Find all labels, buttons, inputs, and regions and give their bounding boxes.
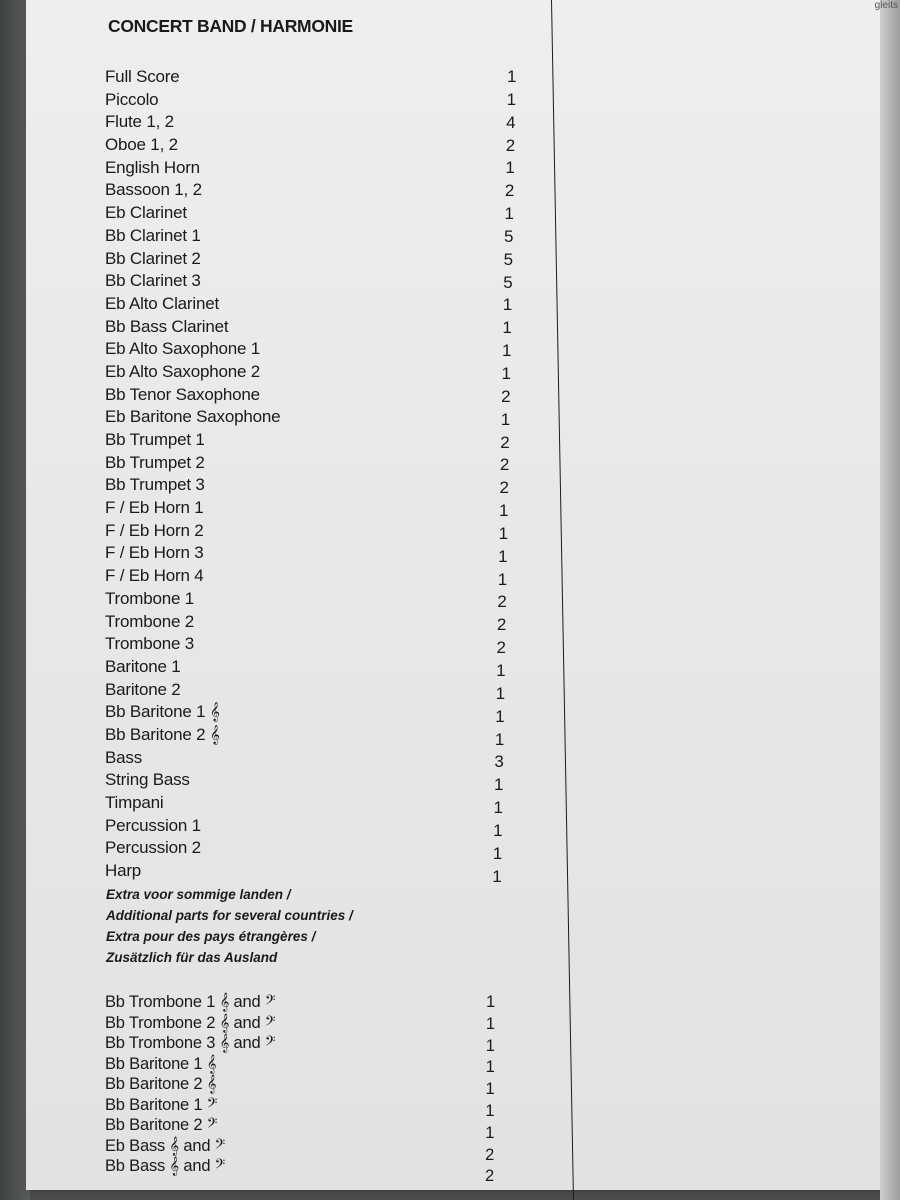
edge-text: gleits	[874, 0, 898, 11]
part-quantity: 2	[505, 135, 515, 155]
part-row	[105, 1054, 495, 1077]
part-name: Eb Alto Clarinet	[105, 293, 219, 313]
extra-parts-note	[106, 884, 353, 968]
part-quantity: 2	[499, 455, 510, 475]
part-row	[105, 179, 515, 202]
part-name: Eb Baritone Saxophone	[105, 407, 281, 427]
part-name: String Bass	[105, 770, 190, 790]
part-quantity: 1	[495, 706, 505, 726]
part-row	[105, 66, 517, 89]
part-quantity: 2	[496, 638, 506, 658]
part-name: Bb Trombone 2 𝄞 and 𝄢	[105, 1013, 276, 1032]
note-line: Extra voor sommige landen /	[106, 887, 291, 902]
part-quantity: 1	[485, 1123, 495, 1142]
part-quantity: 1	[485, 1080, 495, 1099]
part-row	[105, 1115, 495, 1142]
part-row	[105, 701, 505, 726]
part-name: Bb Clarinet 2	[105, 248, 201, 268]
part-quantity: 1	[506, 89, 516, 109]
part-name: Bb Trumpet 2	[105, 452, 205, 472]
part-name: F / Eb Horn 3	[105, 543, 204, 563]
part-name: Bb Baritone 1 𝄞	[105, 1054, 217, 1073]
part-name: Full Score	[105, 67, 180, 86]
part-name: Bb Clarinet 3	[105, 271, 201, 291]
part-quantity: 1	[493, 775, 504, 795]
part-quantity: 5	[503, 249, 513, 269]
part-row	[105, 497, 509, 521]
part-name: Eb Alto Saxophone 2	[105, 361, 260, 381]
part-name: Bb Baritone 2 𝄞	[105, 1075, 217, 1093]
part-quantity: 1	[504, 204, 514, 224]
part-quantity: 2	[497, 592, 507, 612]
part-name: Bb Baritone 2 𝄢	[105, 1116, 218, 1134]
part-name: Baritone 1	[105, 656, 181, 676]
part-row	[105, 679, 505, 703]
part-name: Bb Bass Clarinet	[105, 316, 229, 336]
part-quantity: 4	[506, 112, 516, 132]
part-row	[105, 1013, 495, 1034]
part-quantity: 2	[504, 181, 515, 201]
part-quantity: 2	[499, 478, 509, 498]
part-quantity: 1	[485, 1036, 495, 1055]
adjacent-page-edge	[874, 0, 900, 1200]
part-quantity: 1	[493, 798, 503, 818]
part-name: Bb Baritone 1 𝄢	[105, 1095, 218, 1114]
part-quantity: 1	[501, 364, 511, 384]
part-name: English Horn	[105, 157, 200, 177]
part-quantity: 1	[494, 729, 505, 749]
part-name: F / Eb Horn 1	[105, 498, 204, 518]
part-name: Timpani	[105, 793, 164, 812]
part-row	[105, 837, 502, 863]
part-name: Bb Trombone 3 𝄞 and 𝄢	[105, 1034, 276, 1052]
part-quantity: 1	[502, 318, 512, 338]
page-heading: CONCERT BAND / HARMONIE	[108, 16, 353, 36]
part-name: Percussion 1	[105, 815, 201, 835]
part-quantity: 1	[498, 523, 508, 543]
part-row	[105, 429, 510, 452]
part-row	[105, 361, 511, 384]
part-name: Trombone 3	[105, 634, 195, 654]
part-row	[105, 815, 503, 840]
part-quantity: 1	[485, 1058, 495, 1077]
part-name: Baritone 2	[105, 679, 181, 699]
part-quantity: 1	[496, 661, 506, 681]
part-row	[105, 452, 510, 475]
part-quantity: 1	[492, 843, 502, 863]
part-row	[105, 111, 516, 134]
part-quantity: 1	[505, 158, 515, 178]
part-row	[105, 134, 515, 157]
part-row	[105, 1074, 495, 1099]
part-quantity: 1	[485, 1102, 495, 1120]
part-name: Bb Clarinet 1	[105, 225, 201, 245]
part-name: Eb Clarinet	[105, 203, 187, 223]
part-row	[105, 202, 514, 225]
part-name: Bb Tenor Saxophone	[105, 384, 260, 404]
part-name: Oboe 1, 2	[105, 135, 178, 155]
part-row	[105, 293, 513, 316]
part-row	[105, 724, 505, 749]
part-quantity: 1	[500, 409, 510, 429]
part-row	[105, 565, 508, 589]
part-name: Bb Bass 𝄞 and 𝄢	[105, 1157, 226, 1175]
part-quantity: 1	[497, 569, 508, 589]
part-row	[105, 588, 507, 612]
part-name: Piccolo	[105, 89, 159, 109]
part-name: Bassoon 1, 2	[105, 180, 202, 200]
extra-parts-list	[105, 992, 495, 1186]
part-name: Eb Bass 𝄞 and 𝄢	[105, 1136, 226, 1155]
part-quantity: 1	[485, 1014, 495, 1033]
part-name: Bb Baritone 1 𝄞	[105, 702, 220, 722]
part-quantity: 1	[502, 295, 513, 315]
part-row	[105, 792, 503, 818]
part-quantity: 1	[492, 866, 502, 886]
part-name: Harp	[105, 861, 142, 881]
part-quantity: 1	[499, 501, 509, 521]
part-row	[105, 316, 512, 339]
part-row	[105, 248, 513, 271]
part-row	[105, 1033, 495, 1055]
part-row	[105, 384, 511, 407]
part-name: Bb Trumpet 3	[105, 475, 205, 495]
part-row	[105, 611, 507, 635]
part-row	[105, 1136, 495, 1164]
part-row	[105, 270, 513, 293]
note-line: Additional parts for several countries /	[106, 908, 353, 923]
part-name: F / Eb Horn 4	[105, 566, 204, 586]
part-quantity: 5	[504, 226, 514, 246]
part-quantity: 2	[485, 1167, 495, 1186]
part-row	[105, 656, 506, 681]
part-row	[105, 1095, 495, 1120]
part-name: F / Eb Horn 2	[105, 520, 204, 540]
part-row	[105, 157, 515, 180]
part-name: Flute 1, 2	[105, 112, 174, 132]
part-row	[105, 225, 514, 248]
part-quantity: 1	[493, 820, 503, 840]
part-quantity: 1	[486, 993, 495, 1011]
part-quantity: 2	[485, 1145, 495, 1164]
part-name: Trombone 1	[105, 588, 195, 608]
part-row	[105, 747, 504, 772]
part-row	[105, 338, 512, 361]
part-quantity: 1	[501, 341, 512, 361]
part-name: Bass	[105, 747, 142, 767]
part-row	[105, 520, 508, 543]
part-name: Eb Alto Saxophone 1	[105, 339, 260, 359]
part-quantity: 5	[503, 272, 513, 292]
parts-list	[105, 66, 517, 886]
part-name: Trombone 2	[105, 611, 195, 631]
part-quantity: 2	[496, 615, 507, 635]
part-quantity: 1	[495, 683, 505, 703]
part-row	[105, 633, 506, 658]
part-quantity: 1	[498, 546, 508, 566]
part-row	[105, 542, 508, 566]
part-quantity: 1	[507, 67, 517, 86]
part-row	[105, 860, 502, 886]
part-name: Bb Trumpet 1	[105, 430, 205, 449]
part-quantity: 2	[500, 432, 510, 452]
note-line: Zusätzlich für das Ausland	[106, 950, 278, 965]
part-quantity: 2	[501, 386, 511, 406]
part-row	[105, 474, 509, 498]
part-name: Bb Trombone 1 𝄞 and 𝄢	[105, 993, 276, 1011]
part-name: Bb Baritone 2 𝄞	[105, 724, 220, 744]
part-quantity: 3	[494, 752, 504, 772]
note-line: Extra pour des pays étrangères /	[106, 929, 316, 944]
part-row	[105, 89, 516, 112]
part-row	[105, 1156, 495, 1186]
part-row	[105, 992, 495, 1013]
part-row	[105, 406, 510, 429]
part-row	[105, 769, 504, 795]
part-name: Percussion 2	[105, 838, 201, 858]
